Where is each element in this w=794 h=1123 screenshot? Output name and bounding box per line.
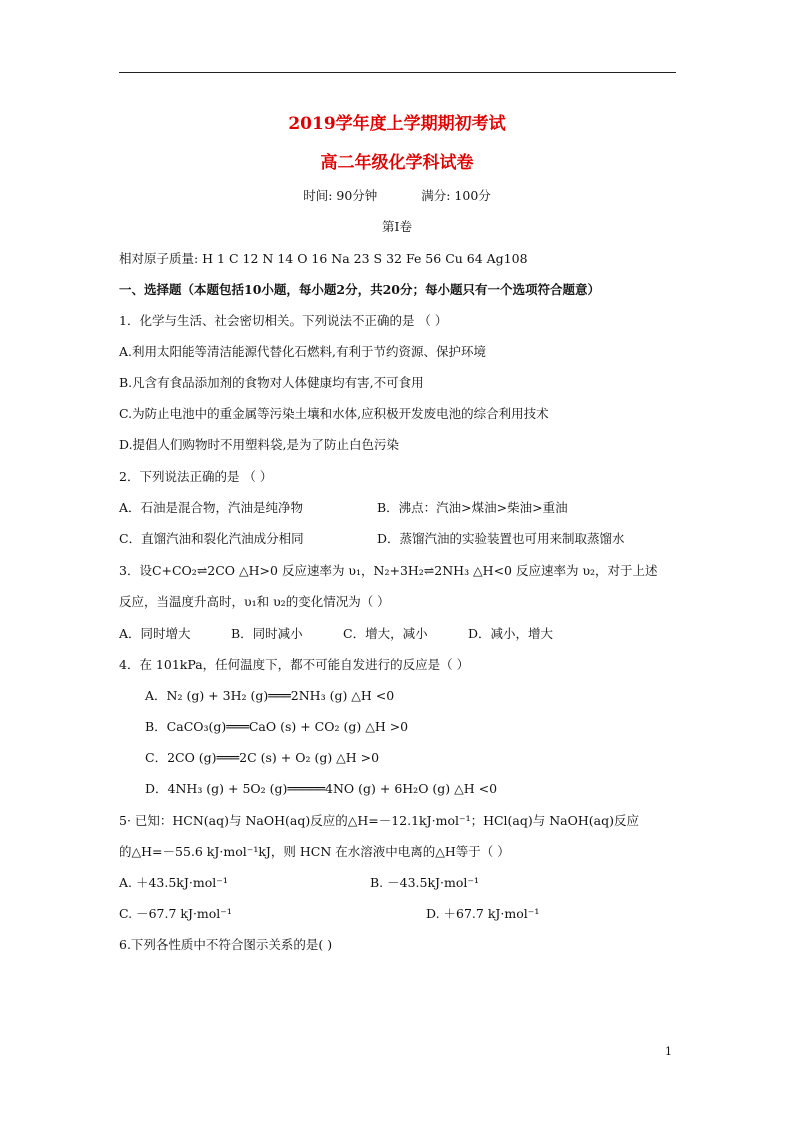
section-heading: 一、选择题（本题包括10小题，每小题2分，共20分；每小题只有一个选项符合题意）: [119, 282, 600, 297]
question-5-option-c: C. －67.7 kJ·mol⁻¹: [119, 906, 232, 921]
question-1-option-b: B.凡含有食品添加剂的食物对人体健康均有害,不可食用: [119, 375, 424, 390]
question-3-line-2: 反应，当温度升高时，υ₁和 υ₂的变化情况为（ ）: [119, 594, 390, 609]
question-5-option-b: B. －43.5kJ·mol⁻¹: [370, 875, 480, 890]
question-3-option-a: A．同时增大: [119, 626, 191, 641]
question-2-option-d: D．蒸馏汽油的实验装置也可用来制取蒸馏水: [377, 531, 625, 546]
exam-title: 2019学年度上学期期初考试: [288, 114, 506, 134]
question-5-option-d: D. ＋67.7 kJ·mol⁻¹: [426, 906, 540, 921]
question-3-option-b: B．同时减小: [231, 626, 303, 641]
question-2-option-b: B．沸点：汽油>煤油>柴油>重油: [377, 500, 568, 515]
question-4-option-a: A．N₂ (g) + 3H₂ (g)═══2NH₃ (g) △H <0: [145, 688, 395, 703]
question-1-option-a: A.利用太阳能等清洁能源代替化石燃料,有利于节约资源、保护环境: [119, 344, 486, 359]
question-1-option-c: C.为防止电池中的重金属等污染土壤和水体,应积极开发废电池的综合利用技术: [119, 406, 549, 421]
question-2-option-c: C．直馏汽油和裂化汽油成分相同: [119, 531, 304, 546]
time-label: 时间: 90分钟: [303, 188, 378, 203]
question-6-stem: 6.下列各性质中不符合图示关系的是( ): [119, 937, 333, 952]
question-5-line-1: 5· 已知：HCN(aq)与 NaOH(aq)反应的△H=－12.1kJ·mol⁻¹；HCl(aq)与 NaOH(aq)反应: [119, 813, 639, 828]
atomic-masses: 相对原子质量: H 1 C 12 N 14 O 16 Na 23 S 32 Fe 56 Cu 64 Ag108: [119, 251, 528, 266]
section-label: 第I卷: [382, 219, 412, 234]
exam-subtitle: 高二年级化学科试卷: [320, 153, 474, 173]
question-1-stem: 1．化学与生活、社会密切相关。下列说法不正确的是 （ ）: [119, 313, 448, 328]
question-2-stem: 2．下列说法正确的是 （ ）: [119, 469, 273, 484]
score-label: 满分: 100分: [421, 188, 491, 203]
question-4-option-b: B．CaCO₃(g)═══CaO (s) + CO₂ (g) △H >0: [145, 719, 409, 734]
question-3-line-1: 3．设C+CO₂⇌2CO △H>0 反应速率为 υ₁，N₂+3H₂⇌2NH₃ △H<0 反应速率为 υ₂，对于上述: [119, 563, 658, 578]
page-number: 1: [665, 1045, 672, 1058]
question-5-line-2: 的△H=－55.6 kJ·mol⁻¹kJ，则 HCN 在水溶液中电离的△H等于（ ）: [119, 844, 510, 859]
question-4-option-c: C．2CO (g)═══2C (s) + O₂ (g) △H >0: [145, 750, 380, 765]
question-4-stem: 4．在 101kPa，任何温度下，都不可能自发进行的反应是（ ）: [119, 657, 470, 672]
question-2-option-a: A．石油是混合物，汽油是纯净物: [119, 500, 304, 515]
header-rule: [119, 72, 676, 73]
question-3-option-c: C．增大，减小: [343, 626, 428, 641]
question-5-option-a: A. ＋43.5kJ·mol⁻¹: [119, 875, 228, 890]
exam-info: [0, 188, 794, 204]
question-3-option-d: D．减小，增大: [468, 626, 554, 641]
question-4-option-d: D．4NH₃ (g) + 5O₂ (g)═════4NO (g) + 6H₂O (g) △H <0: [145, 781, 498, 796]
question-1-option-d: D.提倡人们购物时不用塑料袋,是为了防止白色污染: [119, 437, 400, 452]
